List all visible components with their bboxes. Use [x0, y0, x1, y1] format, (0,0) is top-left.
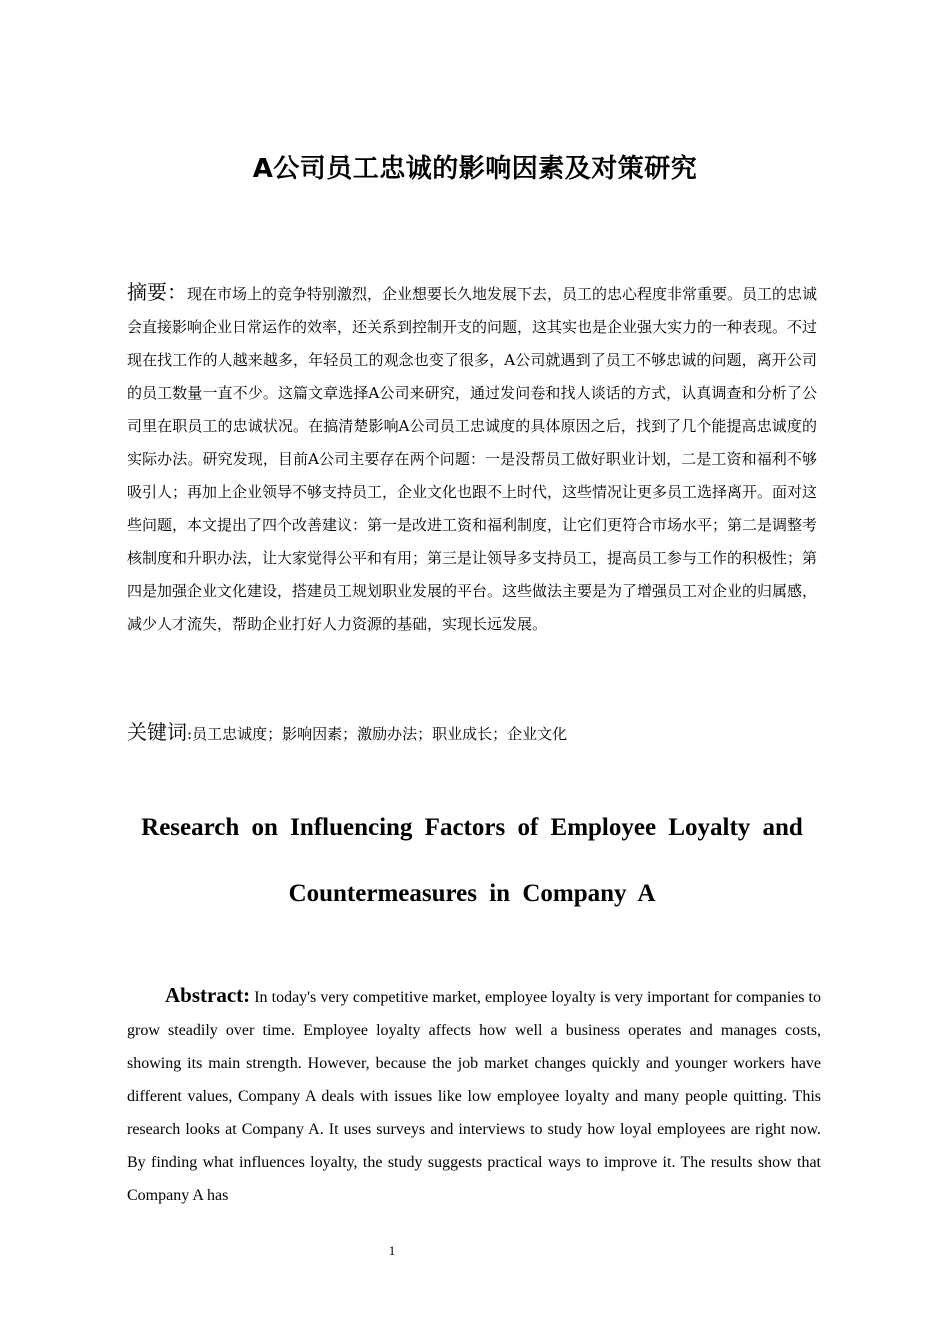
english-abstract-label: Abstract:	[165, 983, 251, 1007]
chinese-keywords	[127, 716, 817, 751]
chinese-keywords-separator: :	[187, 725, 193, 743]
chinese-abstract-text: 现在市场上的竞争特别激烈，企业想要长久地发展下去，员工的忠心程度非常重要。员工的忠诚会直接影响企业日常运作的效率，还关系到控制开支的问题，这其实也是企业强大实力的一种表现。不过现在找工作的人越来越多，年轻员工的观念也变了很多，A公司就遇到了员工不够忠诚的问题，离开公司的员工数量一直不少。这篇文章选择A公司来研究，通过发问卷和找人谈话的方式，认真调查和分析了公司里在职员工的忠诚状况。在搞清楚影响A公司员工忠诚度的具体原因之后，找到了几个能提高忠诚度的实际办法。研究发现，目前A公司主要存在两个问题：一是没帮员工做好职业计划，二是工资和福利不够吸引人；再加上企业领导不够支持员工，企业文化也跟不上时代，这些情况让更多员工选择离开。面对这些问题，本文提出了四个改善建议：第一是改进工资和福利制度，让它们更符合市场水平；第二是调整考核制度和升职办法，让大家觉得公平和有用；第三是让领导多支持员工，提高员工参与工作的积极性；第四是加强企业文化建设，搭建员工规划职业发展的平台。这些做法主要是为了增强员工对企业的归属感，减少人才流失，帮助企业打好人力资源的基础，实现长远发展。	[127, 285, 818, 633]
english-abstract	[127, 979, 821, 1212]
english-abstract-text: In today's very competitive market, employee loyalty is very important for companies to grow steadily over time. Employee loyalty affects how well a business operates and manages costs, showing its main strength. However, because the job market changes quickly and younger workers have different values, Company A deals with issues like low employee loyalty and many people quitting. This research looks at Company A. It uses surveys and interviews to study how loyal employees are right now. By finding what influences loyalty, the study suggests practical ways to improve it. The results show that Company A has	[127, 989, 821, 1204]
chinese-keywords-label: 关键词	[127, 720, 187, 744]
page-number: 1	[388, 1243, 396, 1258]
english-title: Research on Influencing Factors of Employee Loyalty and Countermeasures in Company A	[141, 814, 803, 907]
chinese-abstract-label: 摘要：	[127, 280, 187, 304]
chinese-keywords-text: 员工忠诚度；影响因素；激励办法；职业成长；企业文化	[192, 725, 568, 743]
chinese-abstract	[127, 276, 817, 641]
chinese-title: A公司员工忠诚的影响因素及对策研究	[252, 154, 698, 184]
